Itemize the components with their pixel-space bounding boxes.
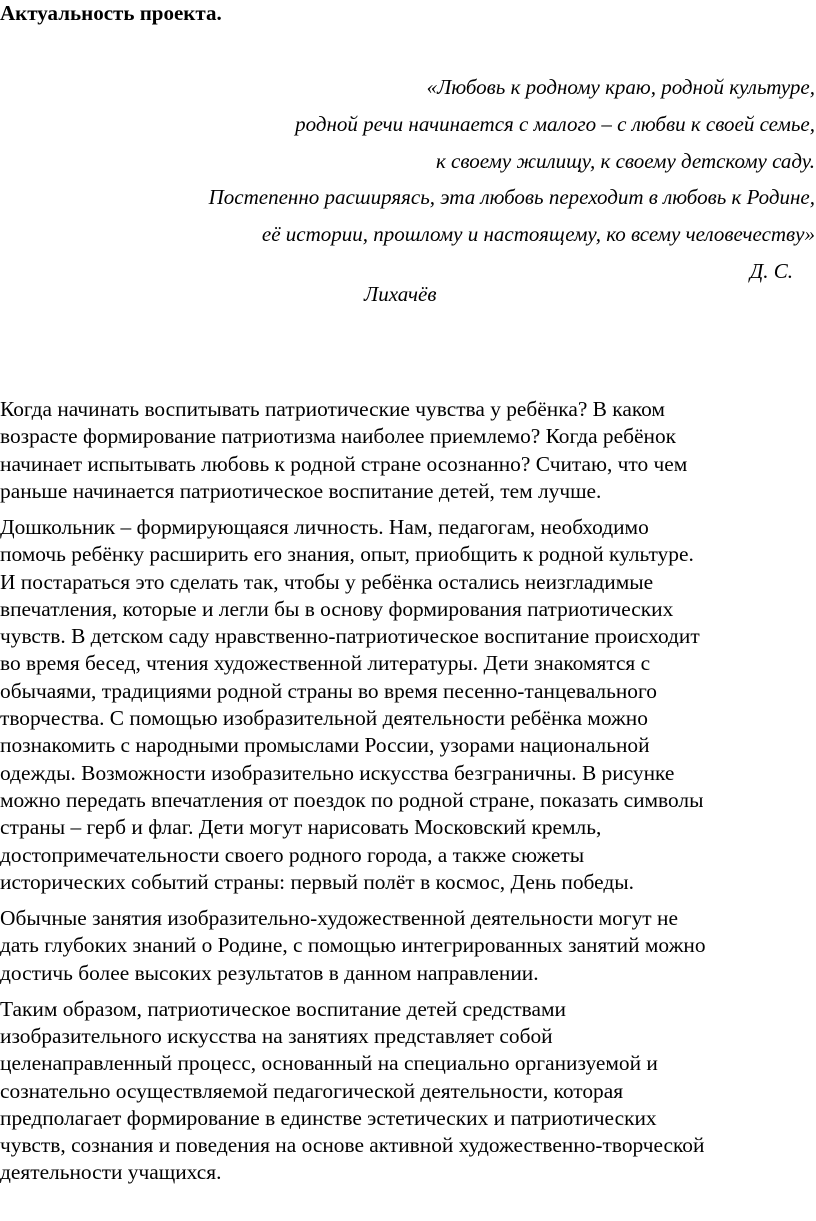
- paragraph-line: изобразительного искусства на занятиях представляет собой: [0, 1023, 553, 1048]
- epigraph-line: к своему жилищу, к своему детскому саду.: [435, 148, 815, 173]
- epigraph-quote: [0, 69, 815, 290]
- paragraph-line: исторических событий страны: первый полёт в космос, День победы.: [0, 869, 634, 894]
- paragraph-line: возрасте формирование патриотизма наиболее приемлемо? Когда ребёнок: [0, 424, 677, 449]
- epigraph-author-surname: Лихачёв: [364, 282, 437, 306]
- paragraph-line: деятельности учащихся.: [0, 1160, 222, 1185]
- paragraph-line: впечатления, которые и легли бы в основу формирования патриотических: [0, 596, 674, 621]
- paragraph-line: Когда начинать воспитывать патриотические чувства у ребёнка? В каком: [0, 397, 665, 421]
- paragraph-line: Обычные занятия изобразительно-художественной деятельности могут не: [0, 905, 678, 930]
- epigraph-line: её истории, прошлому и настоящему, ко всему человечеству»: [261, 222, 815, 247]
- paragraph-line: предполагает формирование в единстве эстетических и патриотических: [0, 1105, 657, 1130]
- paragraph-line: обычаями, традициями родной страны во время песенно-танцевального: [0, 678, 657, 703]
- paragraph-3: [0, 905, 816, 987]
- paragraph-line: сознательно осуществляемой педагогической деятельности, которая: [0, 1078, 624, 1103]
- paragraph-line: страны – герб и флаг. Дети могут нарисовать Московский кремль,: [0, 815, 602, 840]
- paragraph-2: [0, 514, 816, 896]
- paragraph-line: во время бесед, чтения художественной литературы. Дети знакомятся с: [0, 651, 651, 676]
- paragraph-line: раньше начинается патриотическое воспитание детей, тем лучше.: [0, 478, 602, 503]
- document-body: [0, 396, 816, 1196]
- paragraph-line: чувств. В детском саду нравственно-патриотическое воспитание происходит: [0, 624, 700, 649]
- paragraph-line: начинает испытывать любовь к родной стране осознанно? Считаю, что чем: [0, 451, 688, 476]
- paragraph-line: дать глубоких знаний о Родине, с помощью интегрированных занятий можно: [0, 933, 706, 958]
- paragraph-line: целенаправленный процесс, основанный на специально организуемой и: [0, 1051, 658, 1076]
- paragraph-line: чувств, сознания и поведения на основе активной художественно-творческой: [0, 1133, 705, 1158]
- paragraph-line: познакомить с народными промыслами России, узорами национальной: [0, 733, 650, 758]
- paragraph-line: достопримечательности своего родного города, а также сюжеты: [0, 842, 585, 867]
- paragraph-line: достичь более высоких результатов в данном направлении.: [0, 960, 539, 985]
- paragraph-line: одежды. Возможности изобразительно искусства безграничны. В рисунке: [0, 760, 675, 785]
- epigraph-line: родной речи начинается с малого – с любви к своей семье,: [295, 111, 815, 136]
- paragraph-line: Таким образом, патриотическое воспитание детей средствами: [0, 996, 566, 1021]
- epigraph-author-initials: Д. С.: [749, 258, 793, 283]
- paragraph-line: Дошкольник – формирующаяся личность. Нам, педагогам, необходимо: [0, 514, 649, 539]
- paragraph-line: И постараться это сделать так, чтобы у ребёнка остались неизгладимые: [0, 569, 654, 594]
- paragraph-4: [0, 996, 816, 1187]
- paragraph-line: творчества. С помощью изобразительной деятельности ребёнка можно: [0, 706, 648, 731]
- epigraph-line: Постепенно расширяясь, эта любовь переходит в любовь к Родине,: [208, 185, 815, 210]
- document-heading: Актуальность проекта.: [0, 1, 222, 25]
- paragraph-1: [0, 396, 816, 505]
- epigraph-line: «Любовь к родному краю, родной культуре,: [426, 75, 815, 99]
- paragraph-line: помочь ребёнку расширить его знания, опыт, приобщить к родной культуре.: [0, 542, 694, 567]
- paragraph-line: можно передать впечатления от поездок по родной стране, показать символы: [0, 787, 704, 812]
